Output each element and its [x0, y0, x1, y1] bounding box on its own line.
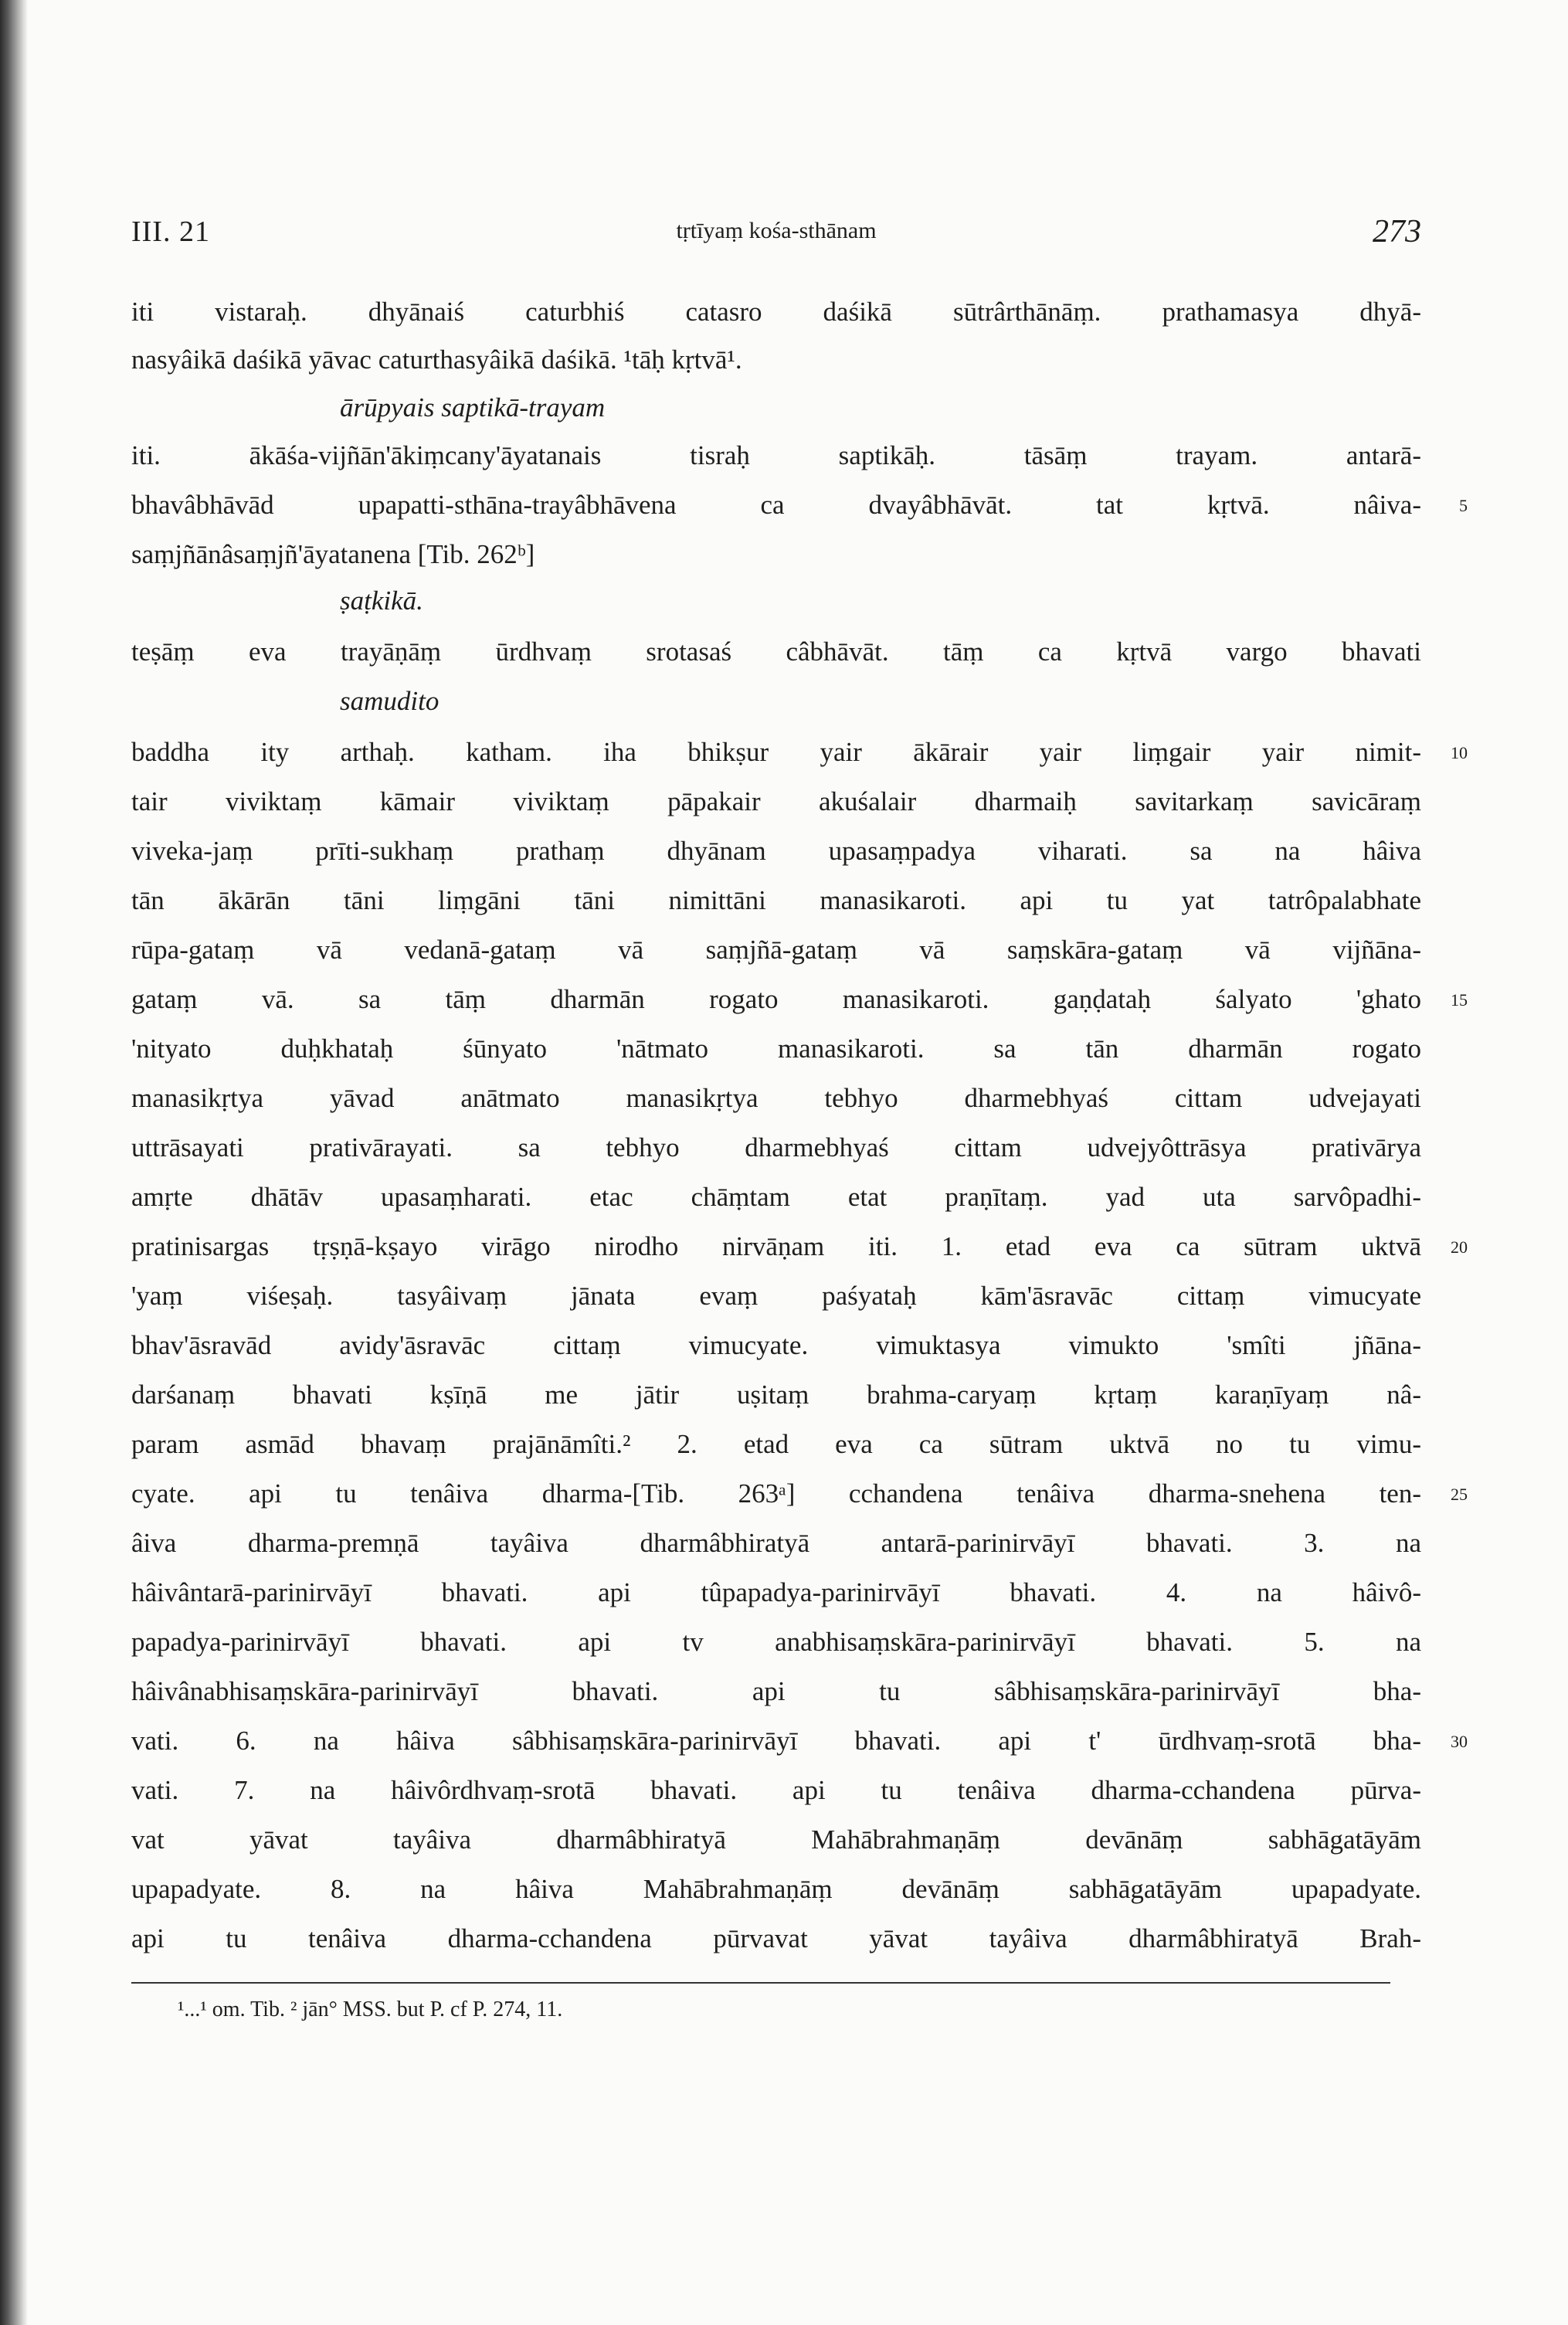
line-number: 30	[1451, 1732, 1468, 1751]
text-line: pratinisargas tṛṣṇā-kṣayo virāgo nirodho nirvāṇam iti. 1. etad eva ca sūtram uktvā	[131, 1231, 1421, 1261]
text-line: saṃjñānâsaṃjñ'āyatanena [Tib. 262ᵇ]	[131, 539, 535, 569]
text-line: nasyâikā daśikā yāvac caturthasyâikā daśikā. ¹tāḥ kṛtvā¹.	[131, 345, 742, 375]
text-line: gataṃ vā. sa tāṃ dharmān rogato manasikaroti. gaṇḍataḥ śalyato 'ghato	[131, 984, 1421, 1014]
text-line: cyate. api tu tenâiva dharma-[Tib. 263ᵃ] cchandena tenâiva dharma-snehena ten-	[131, 1478, 1421, 1509]
text-line: darśanaṃ bhavati kṣīṇā me jātir uṣitaṃ brahma-caryaṃ kṛtaṃ karaṇīyaṃ nâ-	[131, 1380, 1421, 1410]
text-line: âiva dharma-premṇā tayâiva dharmâbhiratyā antarā-parinirvāyī bhavati. 3. na	[131, 1528, 1421, 1558]
text-line: 'nityato duḥkhataḥ śūnyato 'nātmato manasikaroti. sa tān dharmān rogato	[131, 1034, 1421, 1064]
line-number: 20	[1451, 1237, 1468, 1257]
text-line: tair viviktaṃ kāmair viviktaṃ pāpakair akuśalair dharmaiḥ savitarkaṃ savicāraṃ	[131, 786, 1421, 816]
verse-line: ṣaṭkikā.	[340, 585, 423, 616]
running-header	[131, 213, 1421, 260]
text-line: papadya-parinirvāyī bhavati. api tv anabhisaṃskāra-parinirvāyī bhavati. 5. na	[131, 1627, 1421, 1657]
text-line: uttrāsayati prativārayati. sa tebhyo dharmebhyaś cittam udvejyôttrāsya prativārya	[131, 1132, 1421, 1162]
footnotes: ¹...¹ om. Tib. ² jān° MSS. but P. cf P. 274, 11.	[178, 1997, 563, 2021]
text-line: vat yāvat tayâiva dharmâbhiratyā Mahābrahmaṇāṃ devānāṃ sabhāgatāyām	[131, 1824, 1421, 1855]
text-line: manasikṛtya yāvad anātmato manasikṛtya tebhyo dharmebhyaś cittam udvejayati	[131, 1083, 1421, 1113]
text-line: iti vistaraḥ. dhyānaiś caturbhiś catasro daśikā sūtrârthānāṃ. prathamasya dhyā-	[131, 297, 1421, 327]
verse-line: ārūpyais saptikā-trayam	[340, 392, 606, 423]
footnote-rule	[131, 1982, 1390, 1984]
verse-line: samudito	[340, 686, 440, 716]
text-line: iti. ākāśa-vijñān'ākiṃcany'āyatanais tisraḥ saptikāḥ. tāsāṃ trayam. antarā-	[131, 440, 1421, 470]
text-line: upapadyate. 8. na hâiva Mahābrahmaṇāṃ devānāṃ sabhāgatāyām upapadyate.	[131, 1874, 1421, 1904]
text-line: rūpa-gataṃ vā vedanā-gataṃ vā saṃjñā-gataṃ vā saṃskāra-gataṃ vā vijñāna-	[131, 935, 1421, 965]
line-number: 15	[1451, 990, 1468, 1010]
text-line: api tu tenâiva dharma-cchandena pūrvavat yāvat tayâiva dharmâbhiratyā Brah-	[131, 1923, 1421, 1953]
text-line: bhav'āsravād avidy'āsravāc cittaṃ vimucyate. vimuktasya vimukto 'smîti jñāna-	[131, 1330, 1421, 1360]
line-number: 25	[1451, 1485, 1468, 1504]
running-title: tṛtīyaṃ kośa-sthānam	[676, 218, 877, 243]
text-line: viveka-jaṃ prīti-sukhaṃ prathaṃ dhyānam upasaṃpadya viharati. sa na hâiva	[131, 836, 1421, 866]
text-line: vati. 6. na hâiva sâbhisaṃskāra-parinirvāyī bhavati. api t' ūrdhvaṃ-srotā bha-	[131, 1726, 1421, 1756]
text-line: baddha ity arthaḥ. katham. iha bhikṣur yair ākārair yair liṃgair yair nimit-	[131, 737, 1421, 767]
section-label: III. 21	[131, 216, 210, 248]
page	[131, 0, 1421, 2325]
text-line: teṣāṃ eva trayāṇāṃ ūrdhvaṃ srotasaś câbhāvāt. tāṃ ca kṛtvā vargo bhavati	[131, 636, 1421, 667]
page-number: 273	[1373, 214, 1421, 249]
text-line: bhavâbhāvād upapatti-sthāna-trayâbhāvena ca dvayâbhāvāt. tat kṛtvā. nâiva-	[131, 490, 1421, 520]
text-line: tān ākārān tāni liṃgāni tāni nimittāni manasikaroti. api tu yat tatrôpalabhate	[131, 885, 1421, 915]
text-line: 'yaṃ viśeṣaḥ. tasyâivaṃ jānata evaṃ paśyataḥ kām'āsravāc cittaṃ vimucyate	[131, 1281, 1421, 1311]
text-line: hâivântarā-parinirvāyī bhavati. api tûpapadya-parinirvāyī bhavati. 4. na hâivô-	[131, 1577, 1421, 1607]
text-line: param asmād bhavaṃ prajānāmîti.² 2. etad eva ca sūtram uktvā no tu vimu-	[131, 1429, 1421, 1459]
line-number: 5	[1459, 496, 1468, 515]
line-number: 10	[1451, 743, 1468, 762]
text-line: vati. 7. na hâivôrdhvaṃ-srotā bhavati. api tu tenâiva dharma-cchandena pūrva-	[131, 1775, 1421, 1805]
text-line: amṛte dhātāv upasaṃharati. etac chāṃtam etat praṇītaṃ. yad uta sarvôpadhi-	[131, 1182, 1421, 1212]
text-line: hâivânabhisaṃskāra-parinirvāyī bhavati. api tu sâbhisaṃskāra-parinirvāyī bha-	[131, 1676, 1421, 1706]
book-binding-shadow	[0, 0, 28, 2325]
